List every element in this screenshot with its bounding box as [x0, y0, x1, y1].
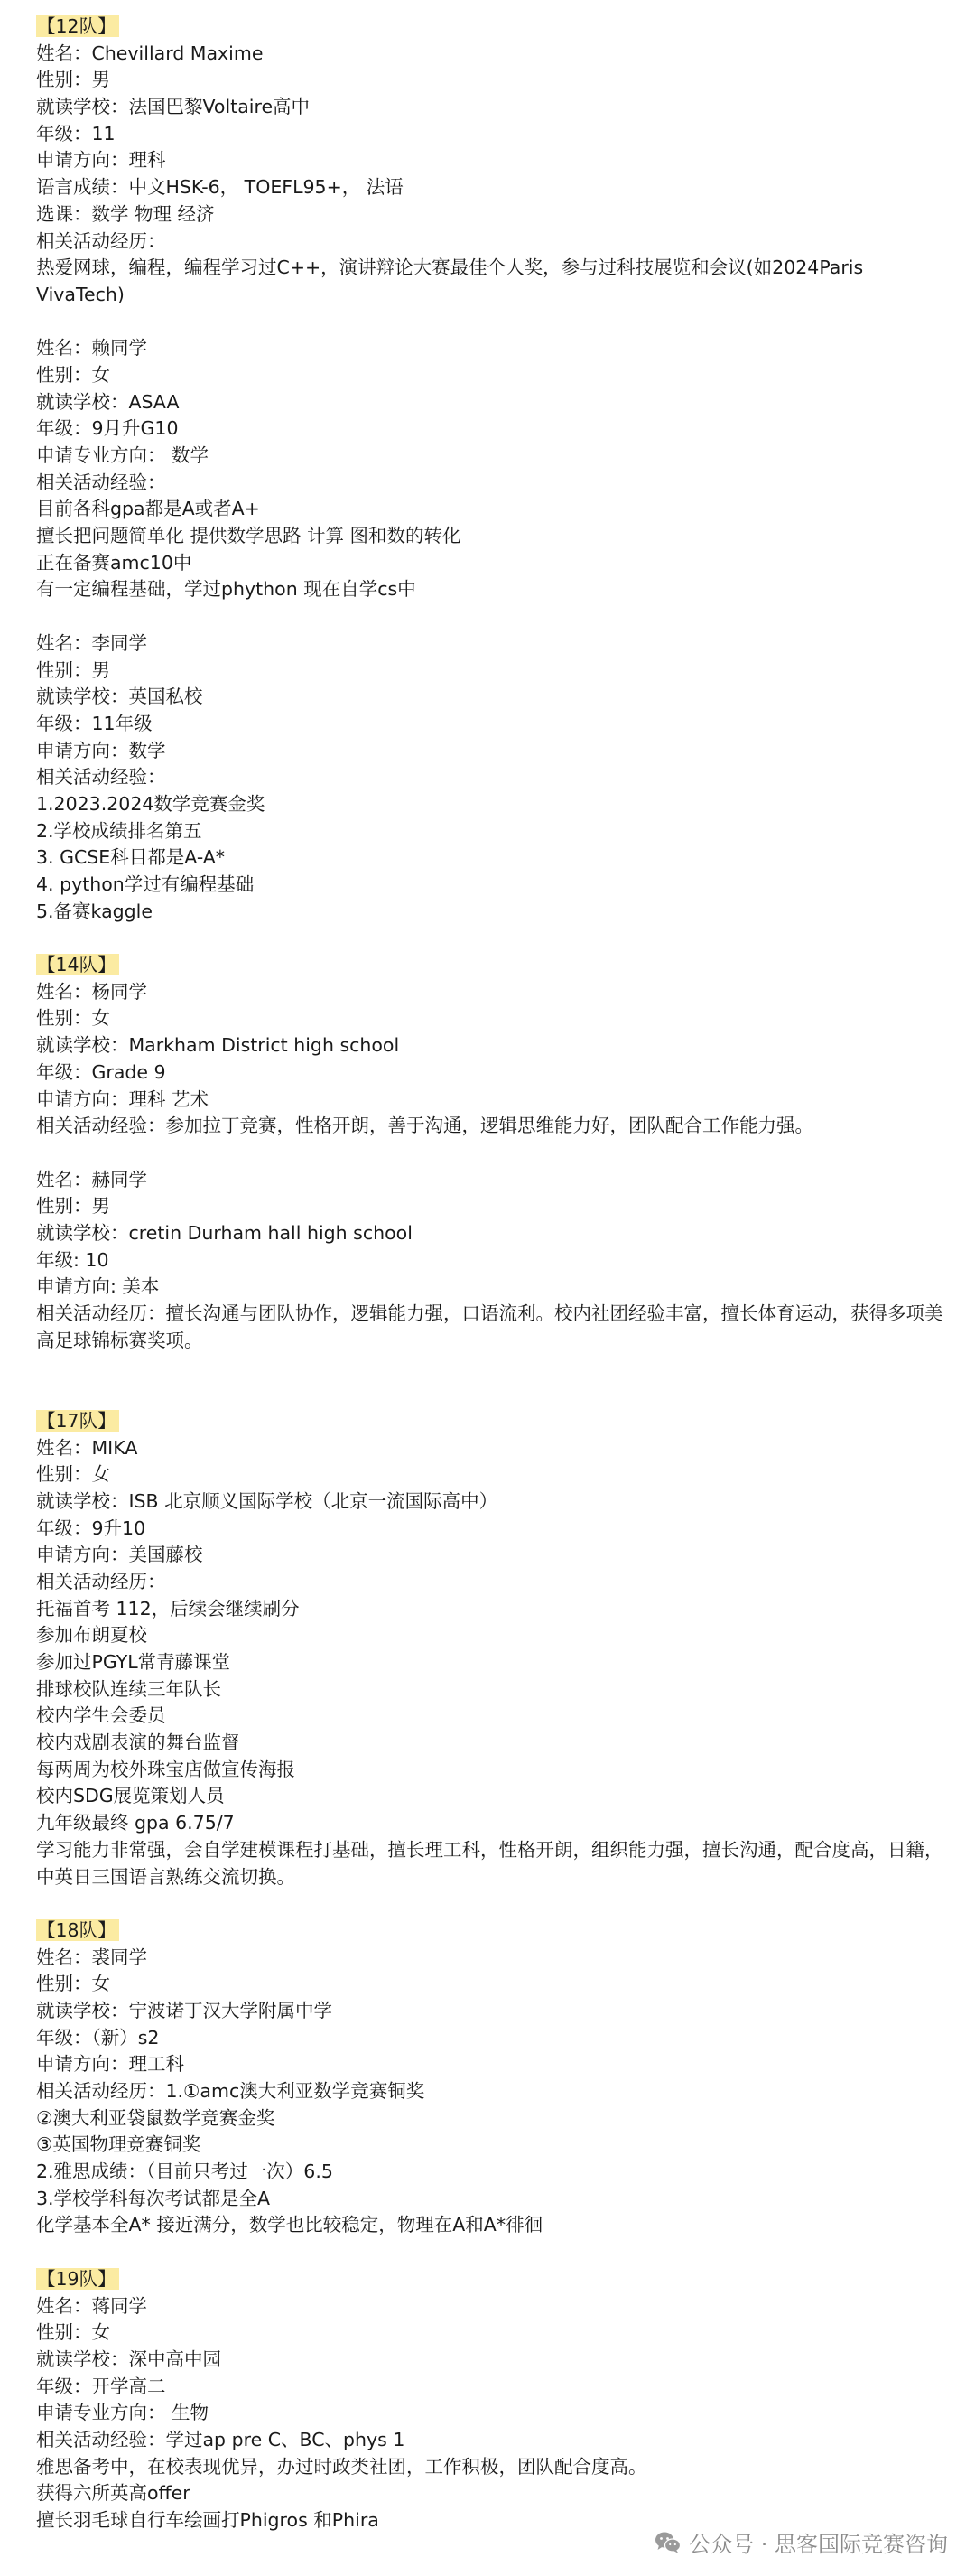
text-line: 校内SDG展览策划人员	[36, 1785, 225, 1807]
text-line: 4. python学过有编程基础	[36, 873, 255, 896]
text-line: 排球校队连续三年队长	[36, 1677, 221, 1700]
text-line: 正在备赛amc10中	[36, 551, 192, 574]
blank-line	[36, 603, 948, 630]
text-line: 5.备赛kaggle	[36, 900, 153, 922]
blank-line	[36, 1354, 948, 1381]
text-line: 姓名：赫同学	[36, 1168, 147, 1190]
team-label: 【18队】	[36, 1919, 119, 1941]
text-line: 申请方向: 美本	[36, 1275, 160, 1298]
text-line: 2.雅思成绩：（目前只考过一次）6.5	[36, 2161, 333, 2183]
team-label: 【14队】	[36, 954, 119, 975]
text-line: 化学基本全A* 接近满分，数学也比较稳定，物理在A和A*徘徊	[36, 2214, 543, 2236]
text-line: 就读学校：Markham District high school	[36, 1034, 400, 1057]
text-line: 性别：女	[36, 1007, 110, 1030]
text-line: 就读学校：英国私校	[36, 686, 203, 708]
team-label: 【12队】	[36, 15, 119, 37]
text-line: 相关活动经验：参加拉丁竞赛，性格开朗，善于沟通，逻辑思维能力好，团队配合工作能力强。	[36, 1115, 813, 1137]
text-line: 年级：9升10	[36, 1517, 146, 1539]
text-line: 参加布朗夏校	[36, 1624, 147, 1647]
text-line: 语言成绩：中文HSK-6， TOEFL95+， 法语	[36, 176, 404, 199]
text-line: 获得六所英高offer	[36, 2482, 190, 2505]
wechat-icon	[655, 2531, 682, 2554]
team-heading	[36, 14, 948, 41]
text-line: 年级: 10	[36, 1248, 109, 1271]
team-heading	[36, 1408, 948, 1435]
text-line: 相关活动经验：	[36, 471, 166, 493]
text-line: ②澳大利亚袋鼠数学竞赛金奖	[36, 2106, 275, 2129]
team-label: 【19队】	[36, 2268, 119, 2290]
text-line: 申请专业方向： 数学	[36, 444, 209, 467]
text-line: 就读学校：深中高中园	[36, 2347, 221, 2370]
text-line: 性别：女	[36, 2321, 110, 2344]
text-line: 相关活动经验：学过ap pre C、BC、phys 1	[36, 2428, 405, 2450]
text-line: 相关活动经历：擅长沟通与团队协作，逻辑能力强，口语流利。校内社团经验丰富，擅长体育运动，获得多项美高足球锦标赛奖项。	[36, 1302, 943, 1351]
text-line: 每两周为校外珠宝店做宣传海报	[36, 1758, 295, 1780]
blank-line	[36, 1890, 948, 1918]
text-line: 年级：（新）s2	[36, 2026, 160, 2049]
text-line: 申请专业方向： 生物	[36, 2402, 209, 2424]
text-line: 3.学校学科每次考试都是全A	[36, 2187, 271, 2209]
text-line: 年级：11	[36, 122, 116, 145]
text-line: 参加过PGYL常青藤课堂	[36, 1651, 231, 1673]
watermark-text: 公众号 · 思客国际竞赛咨询	[689, 2532, 948, 2557]
document-body	[36, 14, 948, 2534]
text-line: 申请方向：理工科	[36, 2053, 184, 2076]
team-heading	[36, 952, 948, 979]
text-line: 托福首考 112，后续会继续刷分	[36, 1597, 300, 1619]
team-heading	[36, 2266, 948, 2293]
text-line: 申请方向：数学	[36, 739, 166, 761]
text-line: 年级：11年级	[36, 712, 153, 734]
text-line: 1.2023.2024数学竞赛金奖	[36, 792, 265, 815]
text-line: 年级：9月升G10	[36, 417, 179, 440]
text-line: 校内戏剧表演的舞台监督	[36, 1731, 240, 1754]
text-line: 九年级最终 gpa 6.75/7	[36, 1812, 235, 1834]
text-line: 校内学生会委员	[36, 1704, 166, 1727]
text-line: 3. GCSE科目都是A-A*	[36, 846, 226, 869]
text-line: 姓名：Chevillard Maxime	[36, 42, 264, 64]
text-line: 选课：数学 物理 经济	[36, 202, 215, 225]
text-line: 姓名：李同学	[36, 631, 147, 654]
text-line: 性别：男	[36, 1195, 110, 1218]
text-line: 申请方向：理科	[36, 149, 166, 172]
blank-line	[36, 1381, 948, 1408]
text-line: 擅长羽毛球自行车绘画打Phigros 和Phira	[36, 2509, 379, 2532]
text-line: 雅思备考中，在校表现优异，办过时政类社团，工作积极，团队配合度高。	[36, 2455, 647, 2478]
text-line: 年级：开学高二	[36, 2375, 166, 2397]
blank-line	[36, 2239, 948, 2266]
text-line: 就读学校：宁波诺丁汉大学附属中学	[36, 1999, 332, 2021]
text-line: 2.学校成绩排名第五	[36, 819, 202, 842]
blank-line	[36, 1140, 948, 1167]
text-line: 申请方向：理科 艺术	[36, 1087, 209, 1110]
text-line: 姓名：赖同学	[36, 337, 147, 359]
text-line: 相关活动经历：1.①amc澳大利亚数学竞赛铜奖	[36, 2080, 425, 2103]
blank-line	[36, 309, 948, 336]
text-line: 相关活动经验：	[36, 766, 166, 789]
blank-line	[36, 925, 948, 952]
text-line: 就读学校：法国巴黎Voltaire高中	[36, 96, 311, 118]
text-line: 就读学校：ISB 北京顺义国际学校（北京一流国际高中）	[36, 1489, 498, 1512]
watermark	[655, 2526, 948, 2558]
text-line: 姓名：MIKA	[36, 1436, 138, 1459]
text-line: 姓名：蒋同学	[36, 2294, 147, 2317]
text-line: 学习能力非常强，会自学建模课程打基础，擅长理工科，性格开朗，组织能力强，擅长沟通，配合度高，日籍，中英日三国语言熟练交流切换。	[36, 1838, 943, 1888]
text-line: 相关活动经历：	[36, 229, 166, 252]
text-line: 姓名：杨同学	[36, 980, 147, 1003]
text-line: 性别：女	[36, 1463, 110, 1486]
text-line: 擅长把问题简单化 提供数学思路 计算 图和数的转化	[36, 525, 461, 547]
text-line: 性别：女	[36, 1973, 110, 1995]
text-line: 性别：男	[36, 658, 110, 681]
text-line: 性别：男	[36, 69, 110, 91]
team-label: 【17队】	[36, 1410, 119, 1432]
text-line: 姓名：裘同学	[36, 1946, 147, 1968]
text-line: 目前各科gpa都是A或者A+	[36, 498, 260, 520]
text-line: 有一定编程基础，学过phython 现在自学cs中	[36, 578, 416, 601]
text-line: 性别：女	[36, 363, 110, 386]
text-line: 热爱网球，编程，编程学习过C++，演讲辩论大赛最佳个人奖，参与过科技展览和会议(如2024Paris VivaTech)	[36, 257, 864, 305]
team-heading	[36, 1918, 948, 1945]
text-line: 申请方向：美国藤校	[36, 1544, 203, 1566]
text-line: 就读学校：cretin Durham hall high school	[36, 1221, 413, 1244]
text-line: 相关活动经历：	[36, 1570, 166, 1592]
text-line: 年级：Grade 9	[36, 1060, 166, 1083]
text-line: ③英国物理竞赛铜奖	[36, 2133, 201, 2156]
text-line: 就读学校：ASAA	[36, 390, 180, 413]
